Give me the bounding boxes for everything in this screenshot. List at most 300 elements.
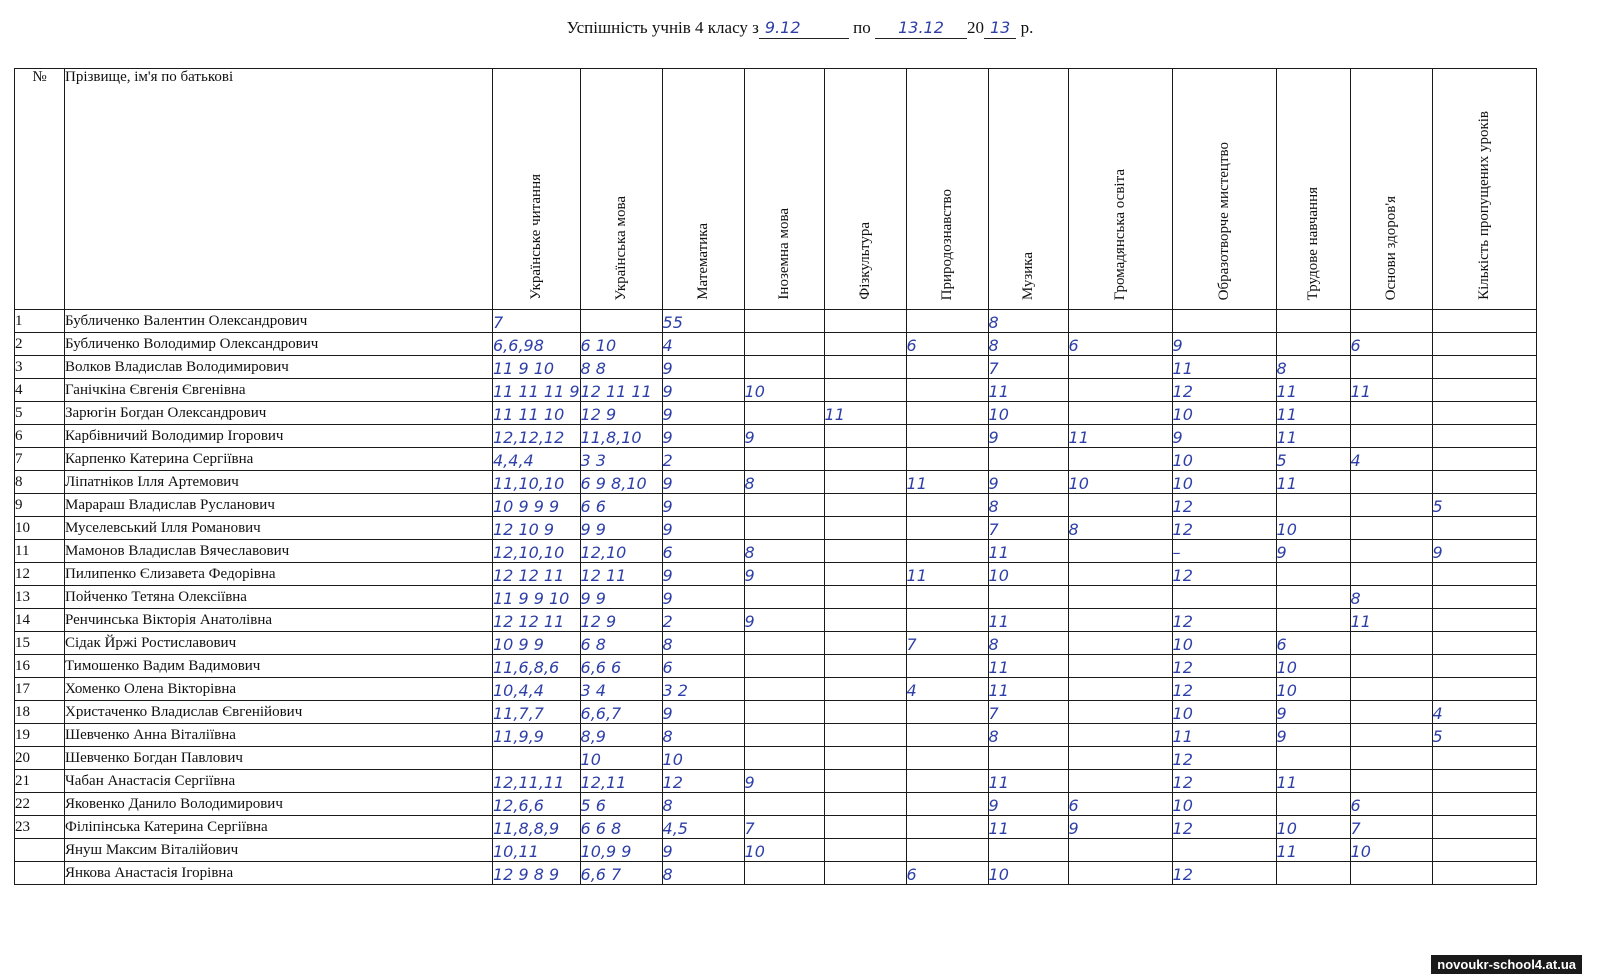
grade-cell bbox=[906, 540, 988, 563]
student-name: Ренчинська Вікторія Анатолівна bbox=[65, 609, 493, 632]
table-row bbox=[15, 862, 1537, 885]
table-row bbox=[15, 471, 1537, 494]
grade-cell: 11 9 9 10 bbox=[493, 586, 581, 609]
grade-cell bbox=[824, 517, 906, 540]
grade-cell bbox=[1276, 310, 1350, 333]
grade-cell: 12,11,11 bbox=[493, 770, 581, 793]
grade-cell: 6 bbox=[1350, 333, 1432, 356]
grade-cell bbox=[1068, 494, 1172, 517]
grade-cell: 4 bbox=[1432, 701, 1536, 724]
grade-cell: 9 9 bbox=[580, 586, 662, 609]
grade-cell bbox=[1276, 333, 1350, 356]
table-row bbox=[15, 701, 1537, 724]
student-name: Сідак Йржі Ростиславович bbox=[65, 632, 493, 655]
grade-cell: 10 bbox=[1276, 517, 1350, 540]
grade-cell: 11 bbox=[1276, 402, 1350, 425]
grade-cell bbox=[824, 586, 906, 609]
col-header-subject bbox=[662, 69, 744, 310]
grade-cell: 12,10,10 bbox=[493, 540, 581, 563]
grade-cell: 9 bbox=[662, 839, 744, 862]
grade-cell: 6 bbox=[662, 655, 744, 678]
table-row bbox=[15, 655, 1537, 678]
grade-cell bbox=[1350, 747, 1432, 770]
grade-cell bbox=[1068, 770, 1172, 793]
grade-cell: 9 bbox=[662, 586, 744, 609]
row-number: 10 bbox=[15, 517, 65, 540]
grade-cell bbox=[744, 402, 824, 425]
grade-cell bbox=[1350, 632, 1432, 655]
student-name: Чабан Анастасія Сергіївна bbox=[65, 770, 493, 793]
grade-cell bbox=[824, 747, 906, 770]
grade-cell: 7 bbox=[988, 701, 1068, 724]
student-name: Карбівничий Володимир Ігорович bbox=[65, 425, 493, 448]
student-name: Хоменко Олена Вікторівна bbox=[65, 678, 493, 701]
grade-cell bbox=[1432, 862, 1536, 885]
grade-cell bbox=[744, 793, 824, 816]
col-header-subject bbox=[493, 69, 581, 310]
grade-cell bbox=[824, 540, 906, 563]
row-number: 8 bbox=[15, 471, 65, 494]
header-row bbox=[15, 69, 1537, 310]
row-number bbox=[15, 839, 65, 862]
grade-cell bbox=[906, 310, 988, 333]
table-row bbox=[15, 540, 1537, 563]
grade-cell bbox=[1432, 678, 1536, 701]
row-number: 22 bbox=[15, 793, 65, 816]
grade-cell: 9 bbox=[662, 471, 744, 494]
date-from: 9.12 bbox=[764, 18, 801, 37]
grade-cell: 9 bbox=[1068, 816, 1172, 839]
row-number: 12 bbox=[15, 563, 65, 586]
grade-cell bbox=[824, 632, 906, 655]
grade-cell bbox=[988, 747, 1068, 770]
student-name: Шевченко Богдан Павлович bbox=[65, 747, 493, 770]
grade-cell: 12 bbox=[1172, 494, 1276, 517]
grade-cell: 4 bbox=[662, 333, 744, 356]
grade-cell: 9 bbox=[988, 793, 1068, 816]
grade-cell: 4 bbox=[1350, 448, 1432, 471]
grade-cell bbox=[1432, 379, 1536, 402]
site-watermark: novoukr-school4.at.ua bbox=[1431, 955, 1582, 974]
grade-cell bbox=[1068, 586, 1172, 609]
grade-cell: 3 4 bbox=[580, 678, 662, 701]
subject-label: Кількість пропущених уроків bbox=[1475, 111, 1492, 300]
grade-cell: 8 bbox=[1276, 356, 1350, 379]
grade-cell bbox=[1276, 586, 1350, 609]
grade-cell bbox=[906, 724, 988, 747]
grade-cell bbox=[824, 333, 906, 356]
student-name: Бубличенко Валентин Олександрович bbox=[65, 310, 493, 333]
grade-cell bbox=[1432, 770, 1536, 793]
grade-cell bbox=[1432, 471, 1536, 494]
row-number: 17 bbox=[15, 678, 65, 701]
grade-cell: 11,10,10 bbox=[493, 471, 581, 494]
grade-cell bbox=[824, 471, 906, 494]
col-header-subject bbox=[1432, 69, 1536, 310]
grade-cell: 9 bbox=[662, 563, 744, 586]
grade-cell: 12 bbox=[1172, 379, 1276, 402]
row-number: 11 bbox=[15, 540, 65, 563]
grade-cell: 12 12 11 bbox=[493, 563, 581, 586]
grade-cell: 11 bbox=[1276, 425, 1350, 448]
grade-cell bbox=[744, 517, 824, 540]
grade-cell bbox=[1350, 471, 1432, 494]
student-name: Януш Максим Віталійович bbox=[65, 839, 493, 862]
grade-cell: 11 bbox=[1068, 425, 1172, 448]
grade-cell bbox=[824, 724, 906, 747]
col-header-num: № bbox=[15, 69, 65, 310]
grade-cell bbox=[824, 770, 906, 793]
row-number: 13 bbox=[15, 586, 65, 609]
subject-label: Математика bbox=[694, 223, 711, 300]
grade-cell: 10 bbox=[988, 402, 1068, 425]
grade-cell bbox=[1432, 563, 1536, 586]
table-row bbox=[15, 839, 1537, 862]
grade-cell bbox=[1432, 816, 1536, 839]
grade-cell bbox=[1068, 563, 1172, 586]
table-row bbox=[15, 609, 1537, 632]
grade-cell: 11 bbox=[1276, 839, 1350, 862]
grade-cell: 11,8,10 bbox=[580, 425, 662, 448]
table-row bbox=[15, 356, 1537, 379]
grade-cell: 6 bbox=[906, 333, 988, 356]
grade-cell bbox=[824, 839, 906, 862]
document-title bbox=[0, 18, 1600, 39]
grade-cell bbox=[1350, 310, 1432, 333]
row-number: 23 bbox=[15, 816, 65, 839]
grade-cell: 3 2 bbox=[662, 678, 744, 701]
grade-cell bbox=[1276, 494, 1350, 517]
table-row bbox=[15, 724, 1537, 747]
year-suffix: 13 bbox=[989, 18, 1011, 37]
grade-cell bbox=[1068, 747, 1172, 770]
grade-cell bbox=[744, 862, 824, 885]
col-header-subject bbox=[1276, 69, 1350, 310]
grade-cell bbox=[1068, 448, 1172, 471]
grade-cell: 6 bbox=[906, 862, 988, 885]
grade-cell bbox=[580, 310, 662, 333]
title-prefix: Успішність учнів 4 класу з bbox=[566, 18, 759, 37]
grade-cell bbox=[1432, 310, 1536, 333]
grade-cell: 9 bbox=[744, 770, 824, 793]
grade-cell bbox=[1068, 356, 1172, 379]
table-row bbox=[15, 333, 1537, 356]
row-number: 5 bbox=[15, 402, 65, 425]
grade-cell: 9 bbox=[662, 701, 744, 724]
subject-label: Природознавство bbox=[938, 188, 955, 300]
grade-cell bbox=[1432, 333, 1536, 356]
grade-cell bbox=[744, 586, 824, 609]
grade-cell: 10 bbox=[1172, 402, 1276, 425]
grade-cell: 12 bbox=[662, 770, 744, 793]
grade-cell: 8 bbox=[744, 471, 824, 494]
grade-cell: 10 bbox=[1172, 632, 1276, 655]
grade-cell bbox=[906, 517, 988, 540]
subject-label: Українське читання bbox=[527, 174, 544, 300]
grade-cell: 10 bbox=[1068, 471, 1172, 494]
grade-cell bbox=[1068, 310, 1172, 333]
grade-cell: 10 bbox=[662, 747, 744, 770]
grade-cell: 12 10 9 bbox=[493, 517, 581, 540]
grade-cell: 8 bbox=[662, 793, 744, 816]
date-to: 13.12 bbox=[898, 18, 944, 37]
grade-cell: 11 bbox=[1172, 356, 1276, 379]
grade-cell: 11 bbox=[988, 678, 1068, 701]
table-row bbox=[15, 586, 1537, 609]
grade-cell: 12 bbox=[1172, 609, 1276, 632]
grade-cell bbox=[824, 356, 906, 379]
grade-cell bbox=[824, 494, 906, 517]
grade-cell bbox=[1432, 655, 1536, 678]
grade-cell bbox=[1350, 517, 1432, 540]
row-number: 1 bbox=[15, 310, 65, 333]
grade-cell bbox=[906, 448, 988, 471]
grade-cell: 6 6 8 bbox=[580, 816, 662, 839]
grade-cell: 9 bbox=[1276, 701, 1350, 724]
grade-cell bbox=[1432, 586, 1536, 609]
grade-cell bbox=[1276, 747, 1350, 770]
row-number: 6 bbox=[15, 425, 65, 448]
grade-cell: 9 bbox=[662, 402, 744, 425]
subject-label: Образотворче мистецтво bbox=[1215, 141, 1232, 300]
grade-cell: 11 bbox=[1350, 609, 1432, 632]
grade-cell bbox=[1350, 655, 1432, 678]
grade-cell bbox=[1432, 517, 1536, 540]
col-header-subject bbox=[824, 69, 906, 310]
grade-cell bbox=[1432, 793, 1536, 816]
grade-cell: 7 bbox=[906, 632, 988, 655]
student-name: Христаченко Владислав Євгенійович bbox=[65, 701, 493, 724]
grade-cell bbox=[1276, 609, 1350, 632]
grade-cell bbox=[824, 816, 906, 839]
grade-cell: 6 bbox=[1068, 333, 1172, 356]
grade-cell bbox=[824, 310, 906, 333]
grade-cell: 12,12,12 bbox=[493, 425, 581, 448]
grade-cell: 12 11 11 bbox=[580, 379, 662, 402]
student-name: Мамонов Владислав Вячеславович bbox=[65, 540, 493, 563]
grade-cell: 9 bbox=[744, 609, 824, 632]
grade-cell: 9 bbox=[1276, 724, 1350, 747]
table-row bbox=[15, 425, 1537, 448]
grade-cell: 9 bbox=[744, 563, 824, 586]
grade-cell: 12,6,6 bbox=[493, 793, 581, 816]
grade-cell bbox=[1432, 402, 1536, 425]
grade-cell: 12 bbox=[1172, 563, 1276, 586]
grade-cell: 10 bbox=[1276, 816, 1350, 839]
grade-cell bbox=[824, 448, 906, 471]
grade-cell bbox=[1350, 356, 1432, 379]
grade-cell bbox=[744, 448, 824, 471]
grade-cell: 12 11 bbox=[580, 563, 662, 586]
grade-cell: 11 bbox=[824, 402, 906, 425]
grade-cell bbox=[493, 747, 581, 770]
grade-cell: 8 bbox=[988, 333, 1068, 356]
grade-cell: 6 8 bbox=[580, 632, 662, 655]
table-row bbox=[15, 793, 1537, 816]
grade-cell bbox=[744, 356, 824, 379]
grade-cell: 10 bbox=[1350, 839, 1432, 862]
student-name: Пилипенко Єлизавета Федорівна bbox=[65, 563, 493, 586]
grade-cell bbox=[1068, 701, 1172, 724]
grade-cell: 10 bbox=[988, 563, 1068, 586]
grade-cell bbox=[906, 586, 988, 609]
table-row bbox=[15, 448, 1537, 471]
grade-cell bbox=[824, 793, 906, 816]
grade-cell: 11,9,9 bbox=[493, 724, 581, 747]
year-suffix-field bbox=[984, 18, 1016, 39]
grade-cell: 9 bbox=[1172, 333, 1276, 356]
grade-cell bbox=[824, 609, 906, 632]
student-name: Ганічкіна Євгенія Євгенівна bbox=[65, 379, 493, 402]
grade-cell: 10 9 9 9 bbox=[493, 494, 581, 517]
grade-cell bbox=[906, 425, 988, 448]
student-name: Волков Владислав Володимирович bbox=[65, 356, 493, 379]
grade-cell bbox=[744, 494, 824, 517]
year-prefix: 20 bbox=[966, 18, 984, 37]
grade-cell: 11 bbox=[1172, 724, 1276, 747]
grade-cell: 9 bbox=[744, 425, 824, 448]
grade-cell: 10 bbox=[1172, 793, 1276, 816]
grade-cell: 11,8,8,9 bbox=[493, 816, 581, 839]
grade-cell: 6 bbox=[662, 540, 744, 563]
grade-cell: 6,6,98 bbox=[493, 333, 581, 356]
grade-cell: 11,7,7 bbox=[493, 701, 581, 724]
subject-label: Основи здоров'я bbox=[1382, 195, 1399, 300]
grade-cell: 7 bbox=[1350, 816, 1432, 839]
student-name: Бубличенко Володимир Олександрович bbox=[65, 333, 493, 356]
grade-cell: 10 bbox=[744, 839, 824, 862]
grade-cell: 10 bbox=[988, 862, 1068, 885]
grade-cell: 8 bbox=[662, 862, 744, 885]
year-end: р. bbox=[1020, 18, 1034, 37]
grade-cell bbox=[1350, 770, 1432, 793]
student-name: Зарюгін Богдан Олександрович bbox=[65, 402, 493, 425]
grade-cell bbox=[906, 816, 988, 839]
grade-cell bbox=[988, 839, 1068, 862]
col-header-name: Прізвище, ім'я по батькові bbox=[65, 69, 493, 310]
grade-cell: 12 bbox=[1172, 747, 1276, 770]
col-header-subject bbox=[906, 69, 988, 310]
table-row bbox=[15, 747, 1537, 770]
grade-cell bbox=[1432, 425, 1536, 448]
student-name: Тимошенко Вадим Вадимович bbox=[65, 655, 493, 678]
subject-label: Трудове навчання bbox=[1304, 186, 1321, 300]
grade-cell: 12,10 bbox=[580, 540, 662, 563]
grade-cell: 9 bbox=[1432, 540, 1536, 563]
grade-cell bbox=[1350, 701, 1432, 724]
grade-cell: 12 9 bbox=[580, 609, 662, 632]
grade-cell bbox=[1432, 448, 1536, 471]
grade-cell bbox=[824, 862, 906, 885]
grade-cell bbox=[1276, 793, 1350, 816]
student-name: Філіпінська Катерина Сергіївна bbox=[65, 816, 493, 839]
grade-cell: 12 bbox=[1172, 770, 1276, 793]
student-name: Шевченко Анна Віталіївна bbox=[65, 724, 493, 747]
table-row bbox=[15, 678, 1537, 701]
grade-cell: 7 bbox=[744, 816, 824, 839]
grade-cell: 2 bbox=[662, 448, 744, 471]
row-number: 20 bbox=[15, 747, 65, 770]
grade-cell: 11 11 10 bbox=[493, 402, 581, 425]
grade-cell: 6,6,7 bbox=[580, 701, 662, 724]
grade-cell bbox=[824, 678, 906, 701]
row-number: 18 bbox=[15, 701, 65, 724]
row-number: 19 bbox=[15, 724, 65, 747]
grade-cell bbox=[1350, 678, 1432, 701]
grade-cell: – bbox=[1172, 540, 1276, 563]
grade-cell: 6 bbox=[1350, 793, 1432, 816]
grade-cell: 11 bbox=[906, 471, 988, 494]
grade-cell: 55 bbox=[662, 310, 744, 333]
grade-cell: 8 8 bbox=[580, 356, 662, 379]
grade-cell: 9 bbox=[988, 471, 1068, 494]
grade-cell: 10 bbox=[1276, 678, 1350, 701]
table-row bbox=[15, 379, 1537, 402]
row-number: 4 bbox=[15, 379, 65, 402]
grade-cell: 6 6 bbox=[580, 494, 662, 517]
grade-cell bbox=[824, 425, 906, 448]
grade-cell: 9 bbox=[662, 517, 744, 540]
grade-cell bbox=[1276, 563, 1350, 586]
grade-cell: 8 bbox=[988, 632, 1068, 655]
grade-cell: 4 bbox=[906, 678, 988, 701]
col-header-subject bbox=[1350, 69, 1432, 310]
grade-cell: 11 bbox=[1276, 379, 1350, 402]
table-row bbox=[15, 770, 1537, 793]
grade-cell bbox=[744, 747, 824, 770]
grade-cell: 4,5 bbox=[662, 816, 744, 839]
grade-cell bbox=[1350, 862, 1432, 885]
col-header-subject bbox=[744, 69, 824, 310]
col-header-subject bbox=[1068, 69, 1172, 310]
col-header-subject bbox=[988, 69, 1068, 310]
grade-cell bbox=[1350, 540, 1432, 563]
grade-cell: 12 bbox=[1172, 862, 1276, 885]
grade-cell bbox=[1068, 678, 1172, 701]
grade-cell: 11 bbox=[906, 563, 988, 586]
row-number: 21 bbox=[15, 770, 65, 793]
grade-cell: 11 bbox=[1350, 379, 1432, 402]
grade-cell: 8 bbox=[744, 540, 824, 563]
grade-cell: 12 bbox=[1172, 678, 1276, 701]
student-name: Карпенко Катерина Сергіївна bbox=[65, 448, 493, 471]
grade-cell: 9 bbox=[662, 425, 744, 448]
grade-cell bbox=[744, 333, 824, 356]
subject-label: Громадянська освіта bbox=[1111, 168, 1128, 300]
grade-cell: 8 bbox=[1068, 517, 1172, 540]
grade-cell: 12 bbox=[1172, 655, 1276, 678]
grade-cell bbox=[988, 448, 1068, 471]
grade-cell bbox=[906, 356, 988, 379]
grade-cell bbox=[1068, 839, 1172, 862]
grade-cell: 12 9 8 9 bbox=[493, 862, 581, 885]
grade-cell bbox=[824, 563, 906, 586]
col-header-subject bbox=[1172, 69, 1276, 310]
grade-cell: 11 bbox=[988, 816, 1068, 839]
grade-cell bbox=[906, 609, 988, 632]
grade-cell bbox=[906, 701, 988, 724]
grade-cell: 8 bbox=[988, 494, 1068, 517]
grade-cell: 11 bbox=[1276, 770, 1350, 793]
grade-cell bbox=[824, 655, 906, 678]
table-row bbox=[15, 563, 1537, 586]
grade-cell bbox=[744, 310, 824, 333]
grade-cell bbox=[744, 678, 824, 701]
grade-cell: 6 9 8,10 bbox=[580, 471, 662, 494]
grade-cell bbox=[906, 793, 988, 816]
table-row bbox=[15, 310, 1537, 333]
grade-cell bbox=[1172, 310, 1276, 333]
